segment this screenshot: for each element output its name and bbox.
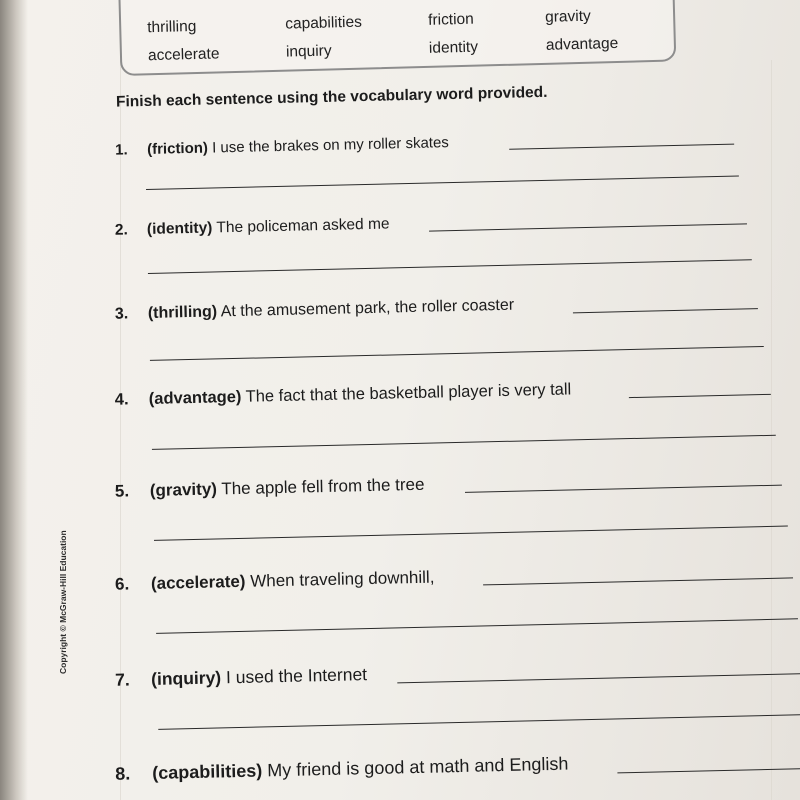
answer-line[interactable] — [465, 485, 782, 493]
word-bank-word: gravity — [544, 7, 591, 26]
answer-line[interactable] — [152, 435, 776, 450]
word-bank-word: accelerate — [147, 45, 220, 65]
item-vocab-word: (friction) — [146, 139, 209, 158]
item-vocab-word: (advantage) — [148, 387, 242, 408]
item-vocab-word: (identity) — [146, 219, 213, 238]
item-prompt: I use the brakes on my roller skates — [211, 134, 450, 157]
word-bank-word: friction — [427, 10, 475, 29]
item-number: 7. — [114, 669, 130, 690]
word-bank-word: advantage — [545, 34, 619, 54]
item-vocab-word: (gravity) — [149, 479, 218, 500]
exercise-item-6 — [115, 568, 435, 595]
item-number: 2. — [114, 221, 129, 239]
answer-line[interactable] — [397, 673, 800, 683]
exercise-item-3 — [115, 297, 515, 324]
answer-line[interactable] — [429, 223, 747, 231]
item-prompt: The fact that the basketball player is very tall — [245, 380, 572, 406]
exercise-item-4 — [115, 380, 572, 409]
answer-line[interactable] — [158, 714, 800, 730]
exercise-item-5 — [115, 475, 425, 502]
answer-line[interactable] — [146, 176, 739, 190]
instructions-text: Finish each sentence using the vocabulary word provided. — [115, 83, 548, 111]
item-prompt: The apple fell from the tree — [221, 474, 425, 499]
item-number: 6. — [114, 574, 130, 594]
word-bank-word: capabilities — [284, 13, 363, 33]
exercise-item-8 — [115, 754, 569, 785]
item-vocab-word: (thrilling) — [147, 303, 218, 322]
item-prompt: My friend is good at math and English — [267, 753, 569, 781]
answer-line[interactable] — [483, 577, 793, 585]
item-prompt: The policeman asked me — [216, 215, 390, 237]
exercise-item-2 — [115, 215, 390, 239]
answer-line[interactable] — [148, 259, 752, 274]
exercise-item-1 — [115, 134, 449, 159]
word-bank-word: identity — [428, 38, 479, 57]
answer-line[interactable] — [156, 618, 798, 634]
answer-line[interactable] — [509, 144, 734, 150]
item-vocab-word: (capabilities) — [152, 760, 263, 783]
answer-line[interactable] — [629, 394, 771, 398]
item-vocab-word: (inquiry) — [150, 667, 222, 689]
item-number: 5. — [114, 481, 130, 501]
item-prompt: I used the Internet — [225, 664, 368, 688]
answer-line[interactable] — [573, 308, 758, 313]
item-number: 4. — [114, 390, 129, 409]
item-vocab-word: (accelerate) — [150, 571, 246, 593]
answer-line[interactable] — [150, 346, 764, 361]
item-number: 1. — [114, 141, 128, 159]
item-prompt: When traveling downhill, — [249, 567, 435, 591]
item-prompt: At the amusement park, the roller coaster — [220, 296, 515, 321]
item-number: 8. — [115, 763, 131, 784]
copyright-notice: Copyright © McGraw-Hill Education — [58, 530, 68, 674]
exercise-item-7 — [115, 664, 367, 691]
answer-line[interactable] — [154, 526, 788, 541]
answer-line[interactable] — [617, 768, 800, 773]
word-bank-word: inquiry — [285, 42, 332, 61]
item-number: 3. — [114, 305, 129, 323]
word-bank-word: thrilling — [147, 17, 197, 37]
